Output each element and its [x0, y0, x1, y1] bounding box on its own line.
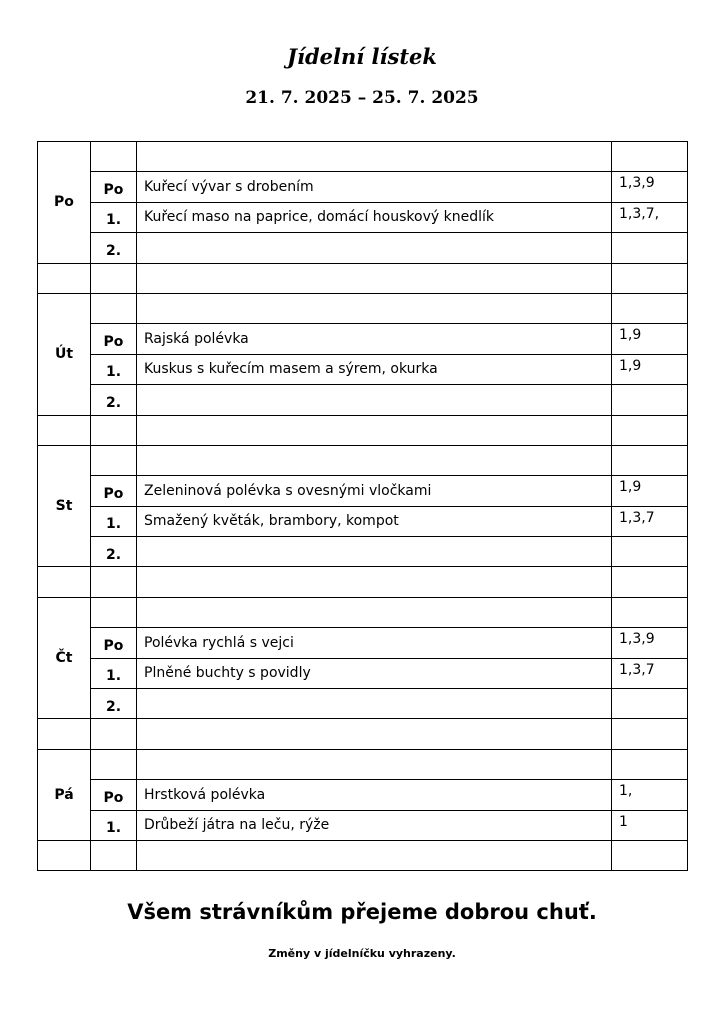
- allergen-codes: [612, 233, 688, 263]
- meal-code: Po: [91, 476, 137, 506]
- meal-code: Po: [91, 172, 137, 202]
- day-label-st: St: [38, 445, 91, 567]
- table-row: [38, 354, 688, 384]
- meal-name: Kuřecí vývar s drobením: [137, 172, 612, 202]
- allergen-codes: 1,9: [612, 476, 688, 506]
- meal-code: 2.: [91, 689, 137, 719]
- meal-name: [137, 537, 612, 567]
- meal-code: Po: [91, 628, 137, 658]
- table-row: [38, 476, 688, 506]
- date-range: 21. 7. 2025 – 25. 7. 2025: [245, 88, 479, 108]
- changes-note: Změny v jídelníčku vyhrazeny.: [268, 947, 456, 960]
- meal-code: Po: [91, 780, 137, 810]
- table-row: [38, 689, 688, 719]
- table-row: [38, 385, 688, 415]
- day-header-row: [38, 142, 688, 172]
- allergen-codes: [612, 689, 688, 719]
- table-row: [38, 780, 688, 810]
- meal-name: Polévka rychlá s vejci: [137, 628, 612, 658]
- allergen-codes: 1,3,9: [612, 172, 688, 202]
- day-label-pa: Pá: [38, 749, 91, 840]
- meal-name: Smažený květák, brambory, kompot: [137, 506, 612, 536]
- table-row: [38, 658, 688, 688]
- meal-code: 2.: [91, 537, 137, 567]
- table-row: [38, 506, 688, 536]
- allergen-codes: 1,3,7: [612, 506, 688, 536]
- meal-code: 1.: [91, 354, 137, 384]
- day-header-row: [38, 749, 688, 779]
- meal-code: 2.: [91, 385, 137, 415]
- meal-name: Kuřecí maso na paprice, domácí houskový knedlík: [137, 202, 612, 232]
- menu-table: [37, 141, 688, 871]
- spacer-row: [38, 840, 688, 870]
- spacer-row: [38, 415, 688, 445]
- table-row: [38, 172, 688, 202]
- allergen-codes: 1,3,9: [612, 628, 688, 658]
- day-label-ut: Út: [38, 293, 91, 415]
- allergen-codes: 1,3,7,: [612, 202, 688, 232]
- allergen-codes: 1: [612, 810, 688, 840]
- allergen-codes: 1,: [612, 780, 688, 810]
- meal-name: Plněné buchty s povidly: [137, 658, 612, 688]
- spacer-row: [38, 263, 688, 293]
- meal-name: Drůbeží játra na leču, rýže: [137, 810, 612, 840]
- page-title: Jídelní lístek: [287, 44, 437, 69]
- allergen-codes: 1,9: [612, 324, 688, 354]
- table-row: [38, 202, 688, 232]
- closing-wish: Všem strávníkům přejeme dobrou chuť.: [127, 900, 597, 924]
- allergen-codes: 1,9: [612, 354, 688, 384]
- meal-name: Kuskus s kuřecím masem a sýrem, okurka: [137, 354, 612, 384]
- day-header-row: [38, 445, 688, 475]
- meal-code: 1.: [91, 202, 137, 232]
- table-row: [38, 233, 688, 263]
- meal-name: [137, 233, 612, 263]
- meal-name: Rajská polévka: [137, 324, 612, 354]
- meal-code: 2.: [91, 233, 137, 263]
- meal-name: [137, 689, 612, 719]
- meal-code: 1.: [91, 506, 137, 536]
- day-label-po: Po: [38, 142, 91, 264]
- table-row: [38, 324, 688, 354]
- meal-code: 1.: [91, 658, 137, 688]
- meal-name: Zeleninová polévka s ovesnými vločkami: [137, 476, 612, 506]
- spacer-row: [38, 719, 688, 749]
- meal-code: Po: [91, 324, 137, 354]
- day-header-row: [38, 597, 688, 627]
- table-row: [38, 537, 688, 567]
- allergen-codes: 1,3,7: [612, 658, 688, 688]
- table-row: [38, 810, 688, 840]
- meal-code: 1.: [91, 810, 137, 840]
- meal-name: [137, 385, 612, 415]
- allergen-codes: [612, 537, 688, 567]
- day-header-row: [38, 293, 688, 323]
- spacer-row: [38, 567, 688, 597]
- meal-name: Hrstková polévka: [137, 780, 612, 810]
- day-label-ct: Čt: [38, 597, 91, 719]
- table-row: [38, 628, 688, 658]
- allergen-codes: [612, 385, 688, 415]
